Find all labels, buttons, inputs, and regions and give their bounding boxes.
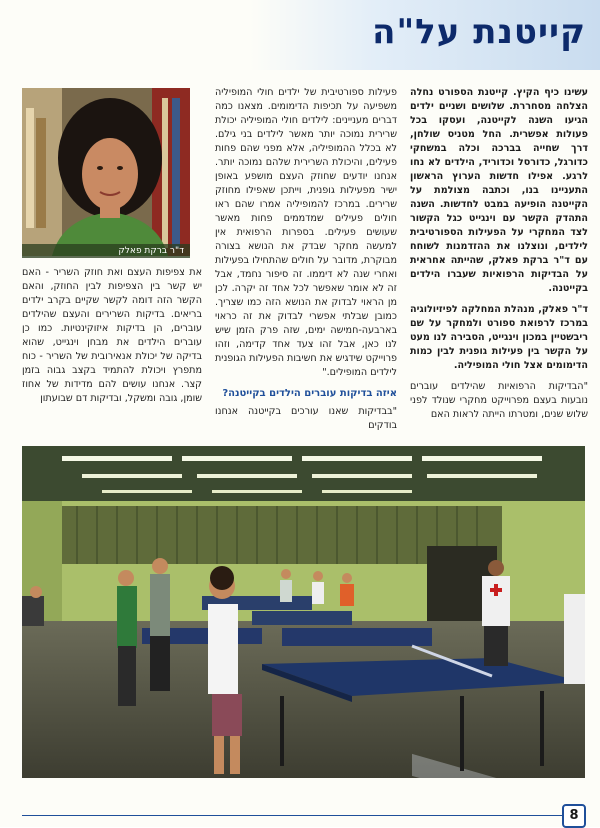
title-band xyxy=(250,0,600,70)
article-subheading: איזה בדיקות עוברים הילדים בקייטנה? xyxy=(222,388,397,399)
article-intro-paragraph: עשינו כיף הקיץ. קייטנת הספורט נחלה הצלחה מסחררת. שלושים ושניים ילדים הגיעו השנה לקייטנה, ועסקו בכל פעולות אפשרית. החל מטניס שולחן, דרך שחייה בברכה וכלה במשחקי כדורגל, כדורסל וכדוריד, הילדים לא נחו לרגע. אפילו חדשות הערוץ הראשון התעניינו בנו, וכתבה מצולמת על הקייטנה הופיעה במבט לחדשות. השנה התהדק הקשר עם וינגייט כגל הקשור לצד המחקרי על הפעילות הספורטיבית לילדים, ונוצלנו את ההזדמנות לשוחח עם ד"ר ברקת פאלק, שהייתה אחראית על הבדיקות הרפואיות שעברו הילדים בקייטנה. xyxy=(410,87,588,294)
article-column-left xyxy=(22,266,202,406)
article-paragraph: "הבדיקות הרפואיות שהילדים עוברים נובעות בעצם מפרוייקט מחקרי שנולד לפני שלוש שנים, ומטרתו הייתה לראות האם xyxy=(410,381,588,420)
article-paragraph: "בבדיקות שאנו עורכים בקייטנה אנחנו בודקים xyxy=(215,406,397,431)
page-title: קייטנת על"ה xyxy=(372,12,586,52)
portrait-photo xyxy=(22,88,190,256)
article-paragraph: פעילות ספורטיבית של ילדים חולי המופיליה משפיעה על תכיפות הדימומים. מצאנו כמה דברים מעניינים: לילדים חולי המופיליה יכולת שרירית נמוכה יותר מאשר לילדים בני גילם. לא בכלל ההמופיליה, אלא מפני שהם פחות פעילים, והיכולת השרירית שלהם נמוכה יותר. אנחנו יודעים שחוזק העצם מושפע באופן ישיר מפעילות גופנית, וייתכן שאפילו מחוזק שרירים. במרכז להמופיליה אמרו שהם ראו חולים פעילים שמדממים פחות מאשר שעושים פעילים. בספרות הרפואית אין למעשה מחקר שבדק את הנושא בצורה מבוקרת, מדובר על חולים שהתחילו בפעילות ואחרי שנה לא דיממו. זה סיפור נחמד, אבל זה לא אומר שאפשר לכל אחד זה יקרה. לכן מן הראוי לבדוק את הנושא הזה כמו שצריך. כמובן שבלתי אפשרי לבדוק את זה כראוי בארבעה-חמישה ימים, שזה פרק הזמן שיש לנו כאן, אבל זהו צעד אחד קדימה, וזהו פרוייקט שידגיש את חשיבות הפעילות הגופנית לילדים המופילים." xyxy=(215,87,397,378)
table-tennis-hall-photo xyxy=(22,446,585,778)
footer-rule xyxy=(22,815,570,816)
article-paragraph: את צפיפות העצם ואת חוזק השריר - האם יש קשר בין הצפיפות לבין החוזק, והאם הקשר הזה דומה לקשר שקיים בקרב ילדים בריאים. בדיקות השרירים והעצם שהילדים עוברים, הן בדיקות איזוקינטיות. כמו כן עוברים הילדים את מבחן וינגייט, שהוא בדיקה של יכולת אנאירובית של השריר - כוח מתפרץ ויכולת להתמיד בקצב גבוה בזמן קצר. אנחנו עושים להם מדידות של אחוז שומן, גובה ומשקל, ובדיקות דם שבועתון xyxy=(22,267,202,404)
article-column-middle xyxy=(215,86,397,431)
page-number: 8 xyxy=(562,804,586,828)
article-column-right xyxy=(410,86,588,420)
player-figure xyxy=(117,570,137,706)
hall-illustration xyxy=(22,446,585,778)
portrait-illustration xyxy=(22,88,190,256)
photo-caption: ד"ר ברקת פאלק xyxy=(22,244,190,258)
article-paragraph: ד"ר פאלק, מנהלת המחלקה לפיזיולוגיה במרכז לרפואת ספורט ולמחקר על שם ריבשטיין במכון וינגייט, הסבירה לנו מעט על הקשר בין פעילות גופנית לבין כמות הדימומים אצל חולי המופיליה. xyxy=(410,304,588,371)
